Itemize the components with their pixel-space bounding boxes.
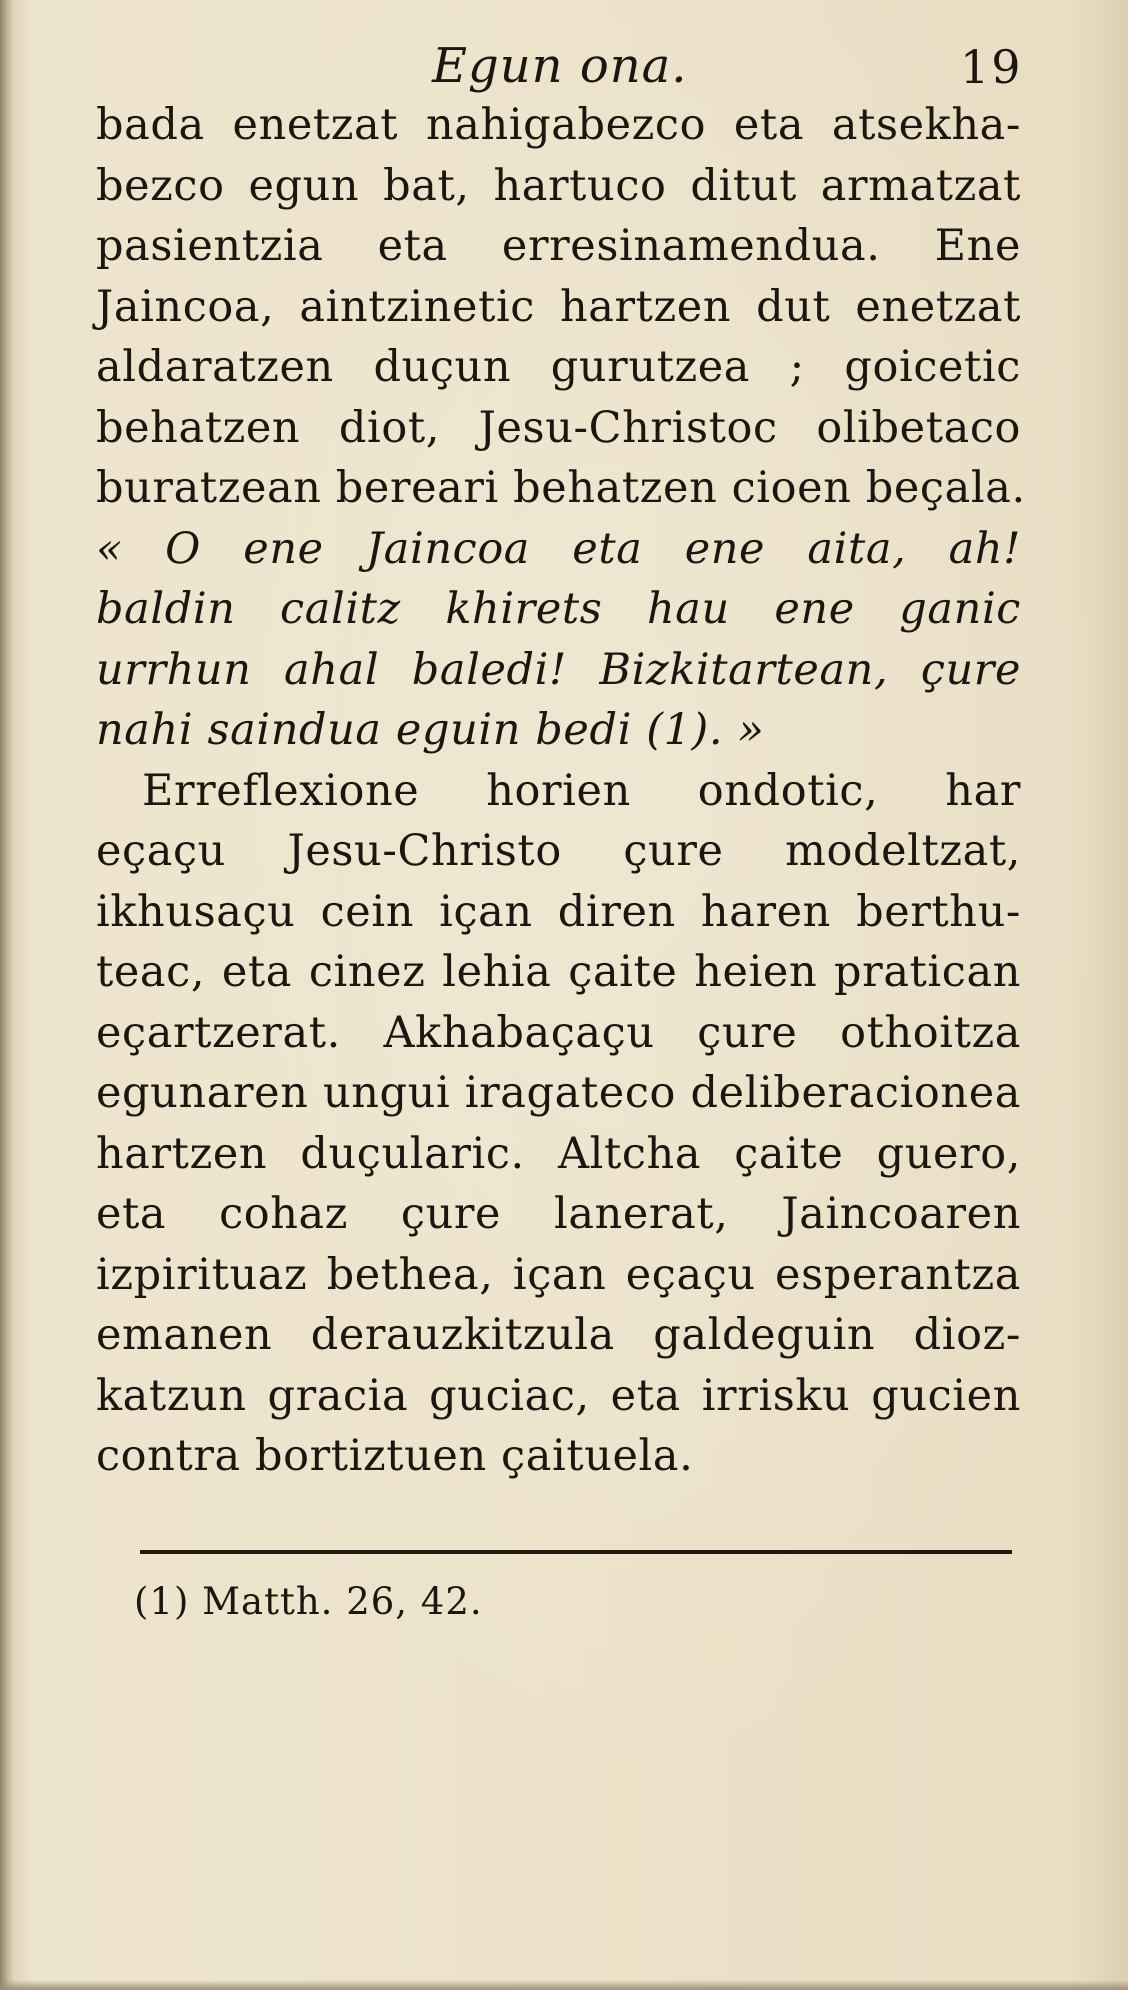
- text-line: egunaren ungui iragateco deliberacionea: [96, 1068, 1021, 1118]
- text-line: emanen derauzkitzula galdeguin dioz-: [96, 1310, 1021, 1360]
- text-line: buratzean bereari behatzen cioen beçala.: [96, 463, 1026, 513]
- text-line: behatzen diot, Jesu-Christoc olibetaco: [96, 402, 1021, 453]
- text-line: urrhun ahal baledi! Bizkitartean, çure: [96, 644, 1021, 695]
- text-line: eta cohaz çure lanerat, Jaincoaren: [96, 1189, 1021, 1239]
- text-line: baldin calitz khirets hau ene ganic: [96, 584, 1021, 634]
- body-text: [96, 95, 1026, 1487]
- text-line: hartzen duçularic. Altcha çaite guero,: [96, 1128, 1021, 1179]
- text-line: Jaincoa, aintzinetic hartzen dut enetzat: [96, 281, 1021, 332]
- text-line: ikhusaçu cein içan diren haren berthu-: [96, 886, 1021, 937]
- running-head: [0, 38, 1128, 98]
- text-line: « O ene Jaincoa eta ene aita, ah!: [96, 523, 1021, 574]
- footnote-rule: [140, 1550, 1012, 1554]
- running-title: Egun ona.: [432, 38, 688, 94]
- text-line: contra bortiztuen çaituela.: [96, 1431, 694, 1481]
- page-binding-edge: [0, 0, 14, 1990]
- text-line: katzun gracia guciac, eta irrisku gucien: [96, 1370, 1021, 1421]
- page-number: 19: [960, 40, 1023, 94]
- text-line: eçartzerat. Akhabaçaçu çure othoitza: [96, 1007, 1021, 1058]
- page-bottom-edge: [0, 1980, 1128, 1990]
- footnote: (1) Matth. 26, 42.: [134, 1580, 483, 1623]
- text-line: izpirituaz bethea, içan eçaçu esperantza: [96, 1249, 1021, 1300]
- text-line: aldaratzen duçun gurutzea ; goicetic: [96, 342, 1021, 392]
- text-line: nahi saindua eguin bedi (1). »: [96, 705, 765, 755]
- text-line: teac, eta cinez lehia çaite heien pratican: [96, 947, 1021, 997]
- text-line: bada enetzat nahigabezco eta atsekha-: [96, 100, 1021, 150]
- text-line: Erreflexione horien ondotic, har: [142, 765, 1021, 816]
- text-line: bezco egun bat, hartuco ditut armatzat: [96, 160, 1021, 211]
- text-line: eçaçu Jesu-Christo çure modeltzat,: [96, 826, 1021, 876]
- text-line: pasientzia eta erresinamendua. Ene: [96, 221, 1021, 271]
